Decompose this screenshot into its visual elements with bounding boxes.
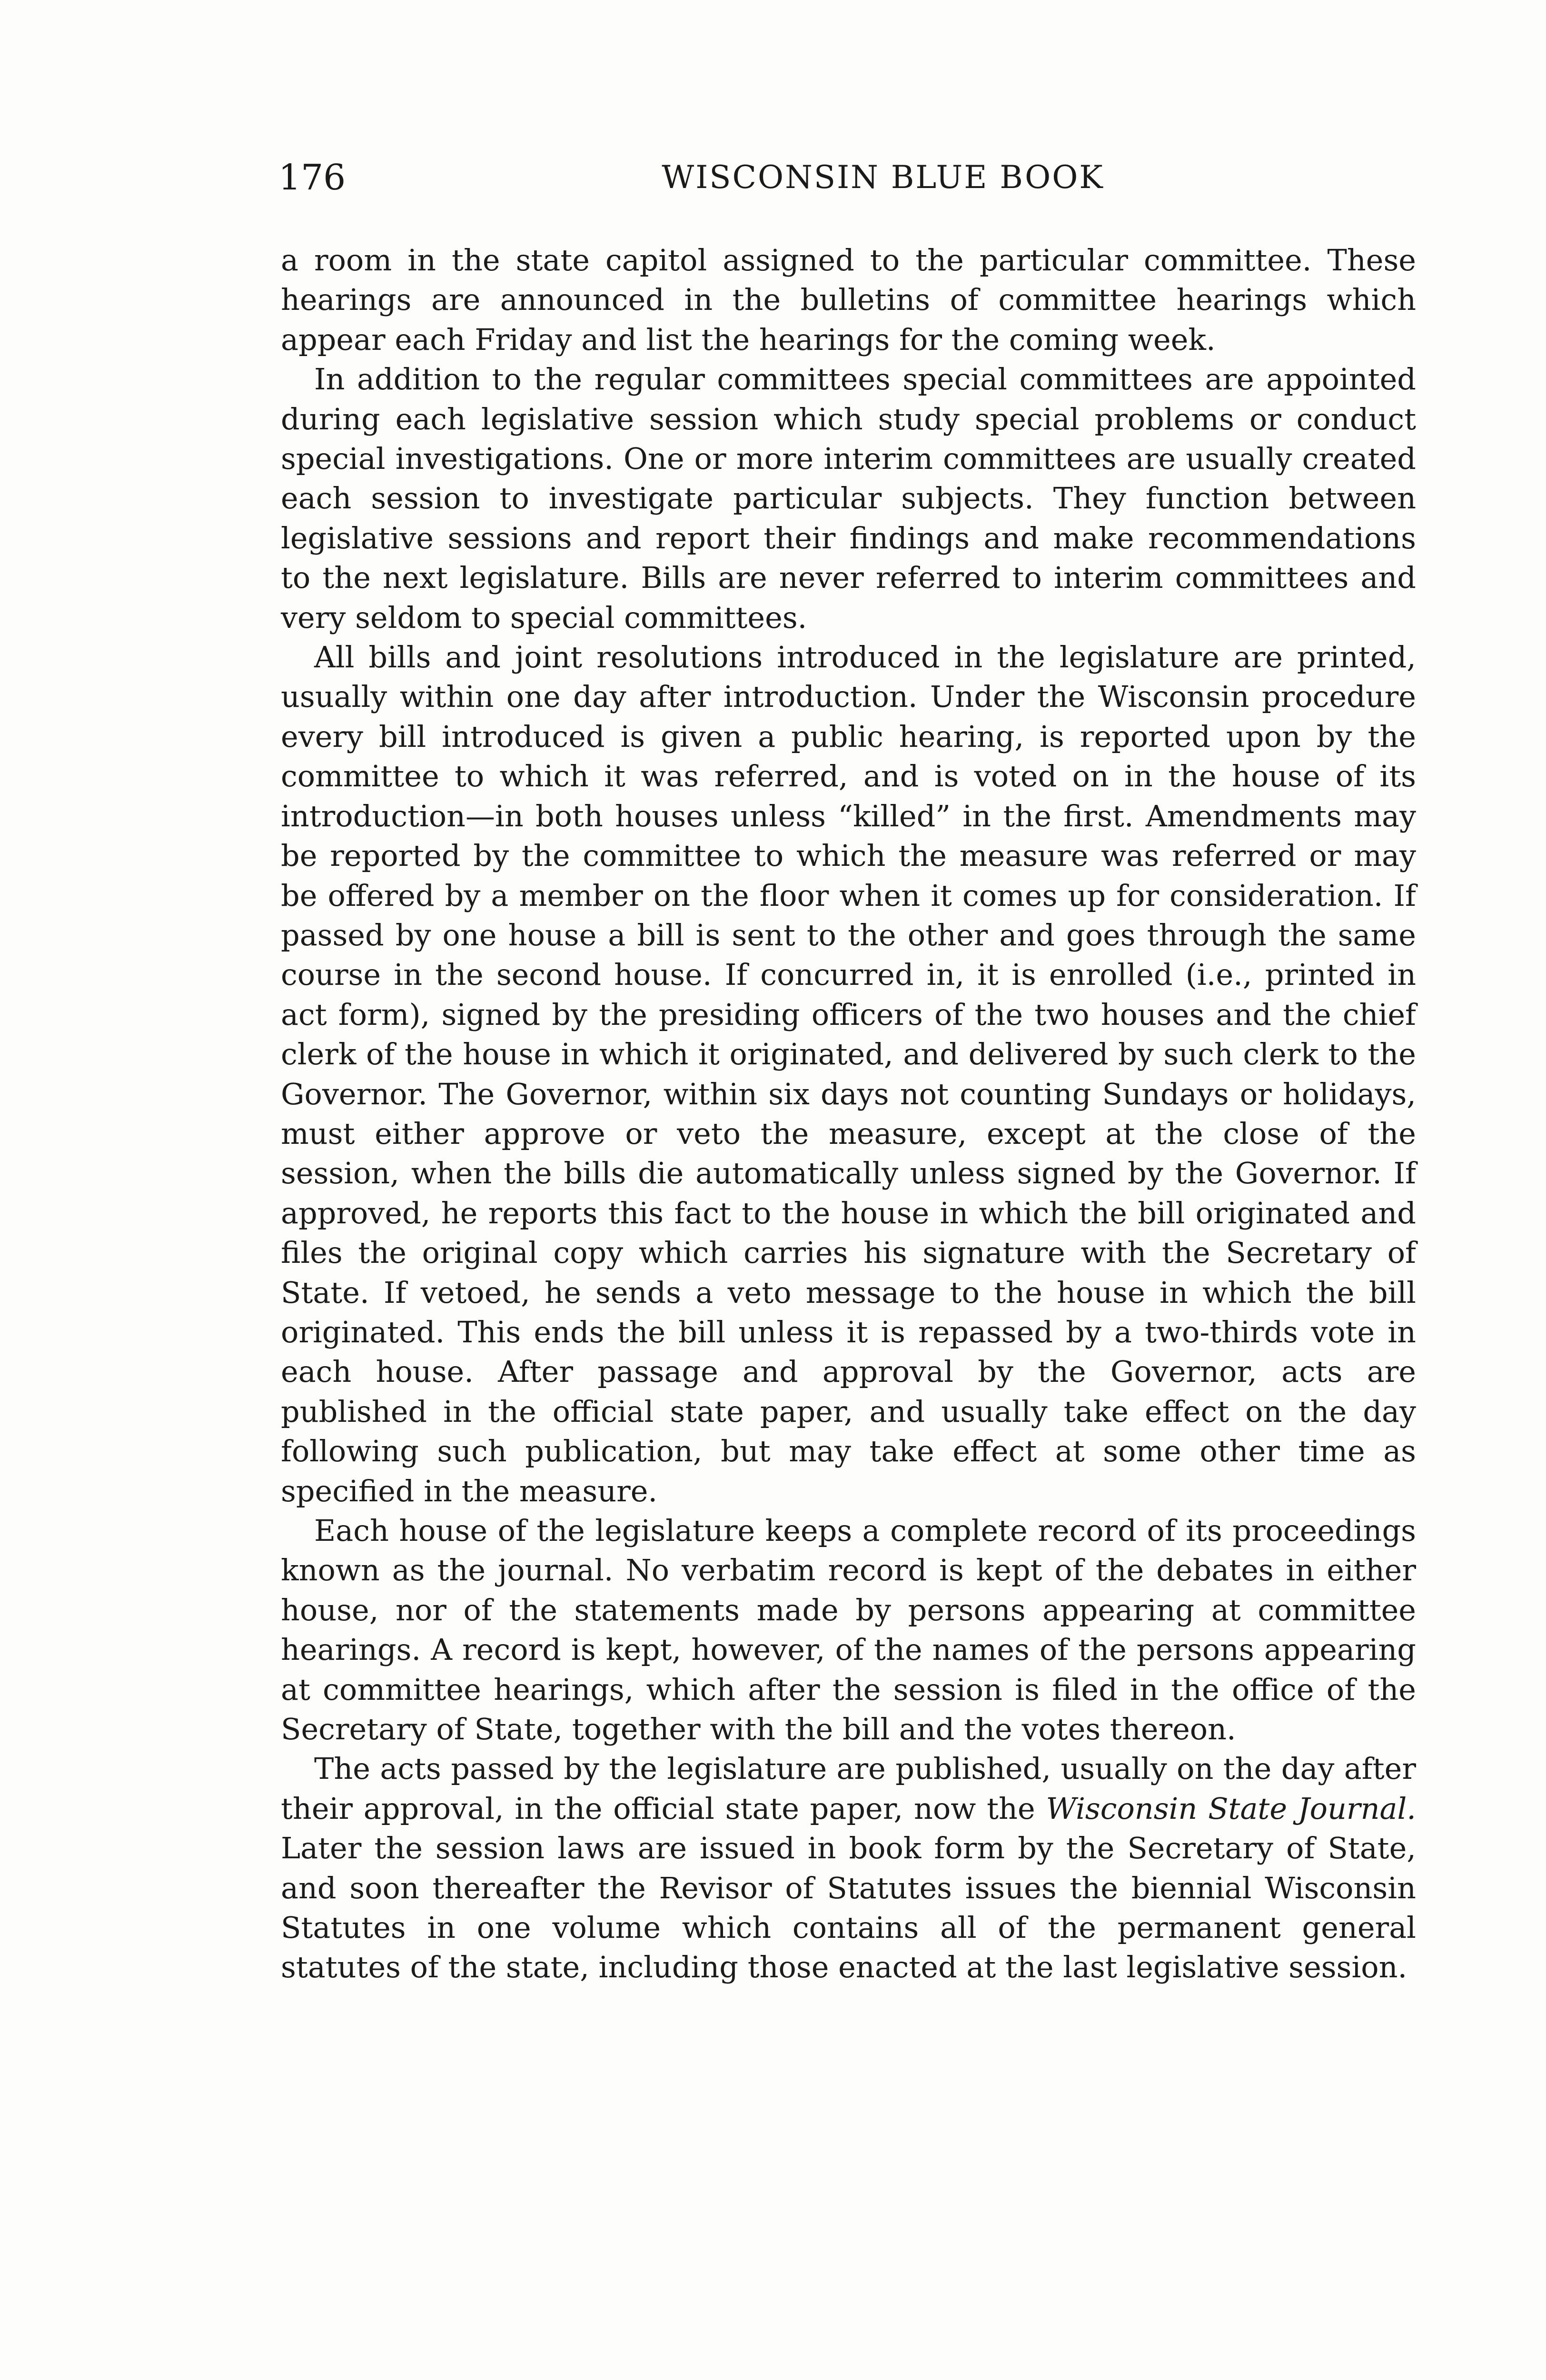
page-number: 176: [278, 157, 346, 198]
paragraph-bill-procedure: All bills and joint resolutions introduced in the legislature are printed, usually within one day after introduction. Under the Wisconsin procedure every bill introduced is given a public hearing, is reported upon by the committee to which it was referred, and is voted on in the house of its introduction—in both houses unless “killed” in the first. Amendments may be reported by the committee to which the measure was referred or may be offered by a member on the floor when it comes up for consideration. If passed by one house a bill is sent to the other and goes through the same course in the second house. If concurred in, it is enrolled (i.e., printed in act form), signed by the presiding officers of the two houses and the chief clerk of the house in which it originated, and delivered by such clerk to the Governor. The Governor, within six days not counting Sundays or holidays, must either approve or veto the measure, except at the close of the session, when the bills die automatically unless signed by the Governor. If approved, he reports this fact to the house in which the bill originated and files the original copy which carries his signature with the Secretary of State. If vetoed, he sends a veto message to the house in which the bill originated. This ends the bill unless it is repassed by a two-thirds vote in each house. After passage and approval by the Governor, acts are published in the official state paper, and usually take effect on the day following such publication, but may take effect at some other time as specified in the measure.: [281, 640, 1416, 1508]
newspaper-title: Wisconsin State Journal.: [1046, 1791, 1416, 1826]
acts-text-before: The acts passed by the legislature are published, usually on the day after their approval, in the official state paper, now the: [281, 1751, 1416, 1826]
paragraph-journal-record: Each house of the legislature keeps a complete record of its proceedings known as the journal. No verbatim record is kept of the debates in either house, nor of the statements made by persons appearing at committee hearings. A record is kept, however, of the names of the persons appearing at committee hearings, which after the session is filed in the office of the Secretary of State, together with the bill and the votes thereon.: [281, 1513, 1416, 1747]
page-header: [278, 151, 1421, 204]
paragraph-committee-hearings: a room in the state capitol assigned to the particular committee. These hearings are announced in the bulletins of committee hearings which appear each Friday and list the hearings for the coming week.: [281, 243, 1416, 357]
acts-text-after: Later the session laws are issued in book form by the Secretary of State, and soon thereafter the Revisor of Statutes issues the biennial Wisconsin Statutes in one volume which contains all of the permanent general statutes of the state, including those enacted at the last legislative session.: [281, 1831, 1416, 1985]
paragraph-acts-publication: [281, 1749, 1416, 1987]
paragraph-special-committees: In addition to the regular committees special committees are appointed during each legislative session which study special problems or conduct special investigations. One or more interim committees are usually created each session to investigate particular subjects. They function between legislative sessions and report their findings and make recommendations to the next legislature. Bills are never referred to interim committees and very seldom to special committees.: [281, 362, 1416, 635]
body-text: [281, 240, 1416, 1987]
running-title: WISCONSIN BLUE BOOK: [662, 159, 1104, 196]
